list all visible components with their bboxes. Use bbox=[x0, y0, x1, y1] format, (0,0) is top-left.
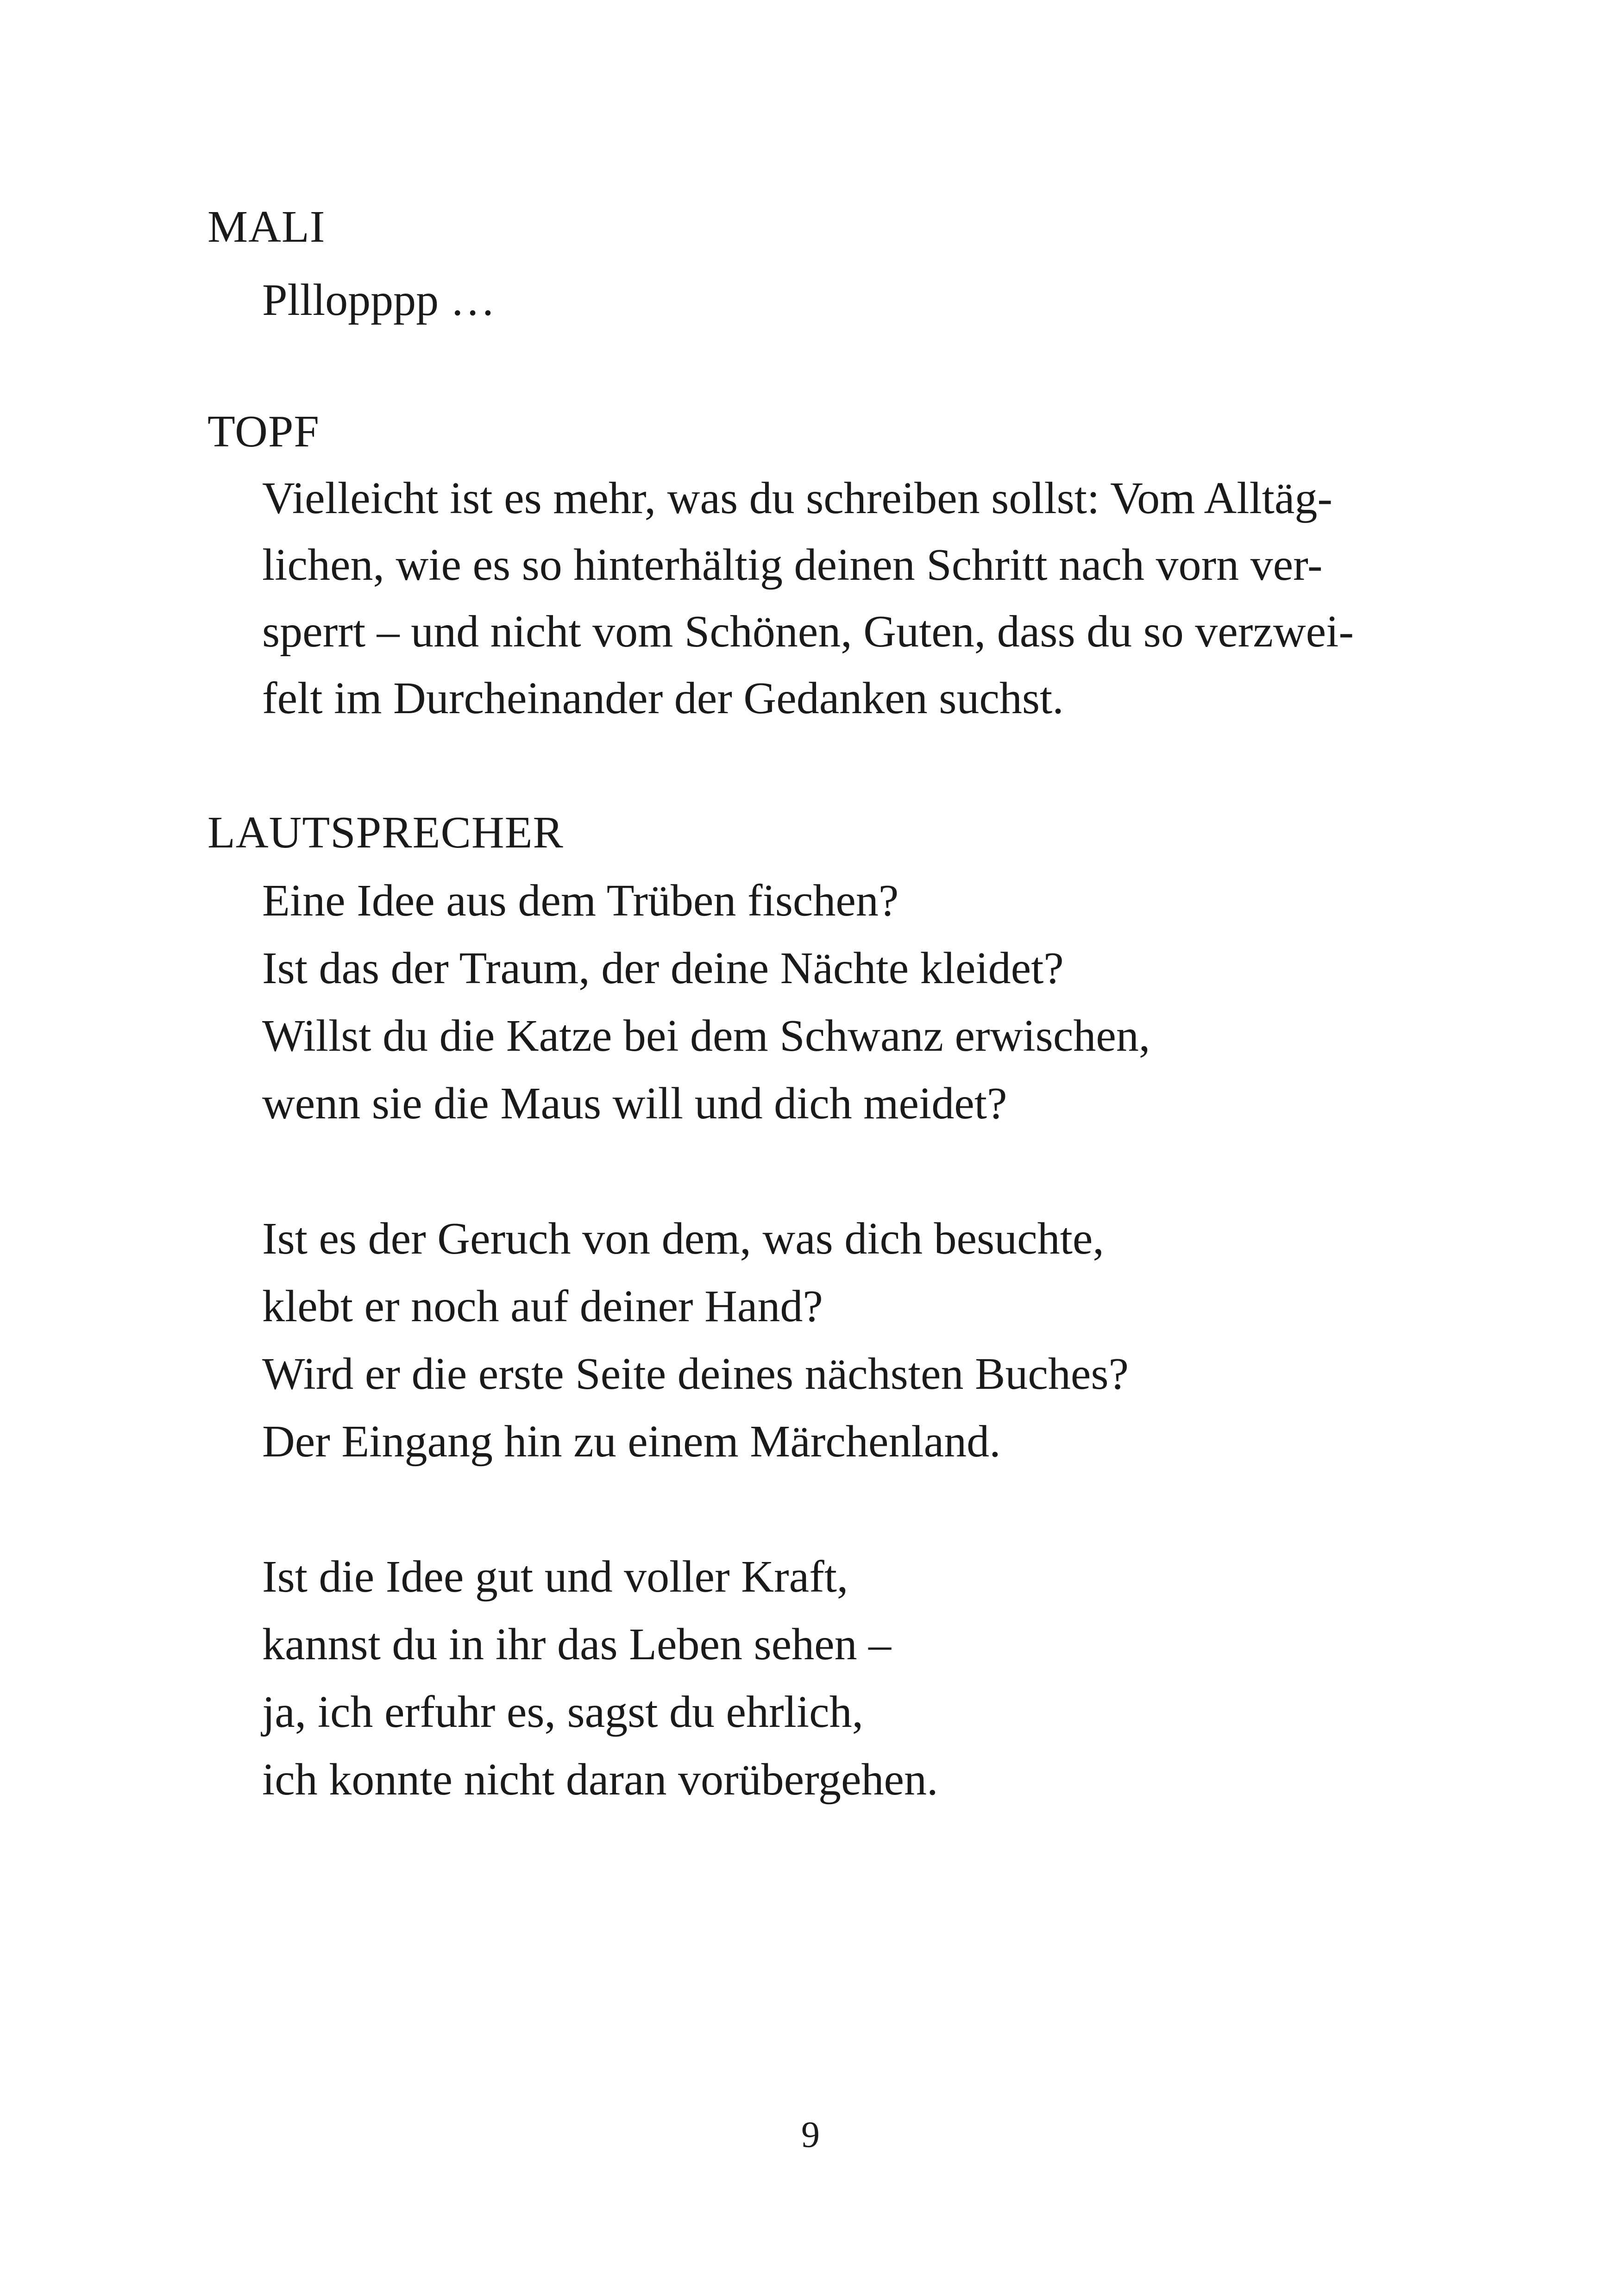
speaker-name: LAUTSPRECHER bbox=[207, 808, 564, 858]
page-number: 9 bbox=[801, 2114, 820, 2155]
poem-line: wenn sie die Maus will und dich meidet? bbox=[262, 1079, 1007, 1129]
poem-line: ja, ich erfuhr es, sagst du ehrlich, bbox=[262, 1687, 864, 1737]
dialogue-line: lichen, wie es so hinterhältig deinen Schritt nach vorn ver- bbox=[262, 540, 1323, 590]
poem-line: klebt er noch auf deiner Hand? bbox=[262, 1281, 823, 1331]
poem-line: Willst du die Katze bei dem Schwanz erwischen, bbox=[262, 1011, 1150, 1061]
poem-line: Wird er die erste Seite deines nächsten Buches? bbox=[262, 1349, 1129, 1399]
dialogue-line: Plllopppp … bbox=[262, 275, 496, 325]
dialogue-line: sperrt – und nicht vom Schönen, Guten, dass du so verzwei- bbox=[262, 607, 1354, 657]
poem-line: Der Eingang hin zu einem Märchenland. bbox=[262, 1417, 1001, 1467]
poem-line: Ist es der Geruch von dem, was dich besuchte, bbox=[262, 1214, 1104, 1264]
poem-line: kannst du in ihr das Leben sehen – bbox=[262, 1619, 892, 1669]
speaker-name: TOPF bbox=[207, 407, 320, 457]
poem-line: Ist die Idee gut und voller Kraft, bbox=[262, 1552, 848, 1602]
dialogue-line: Vielleicht ist es mehr, was du schreiben sollst: Vom Alltäg- bbox=[262, 473, 1333, 523]
poem-line: Eine Idee aus dem Trüben fischen? bbox=[262, 876, 899, 926]
dialogue-line: felt im Durcheinander der Gedanken suchst. bbox=[262, 673, 1064, 723]
poem-line: ich konnte nicht daran vorübergehen. bbox=[262, 1755, 938, 1805]
speaker-name: MALI bbox=[207, 202, 326, 252]
poem-line: Ist das der Traum, der deine Nächte kleidet? bbox=[262, 943, 1064, 993]
